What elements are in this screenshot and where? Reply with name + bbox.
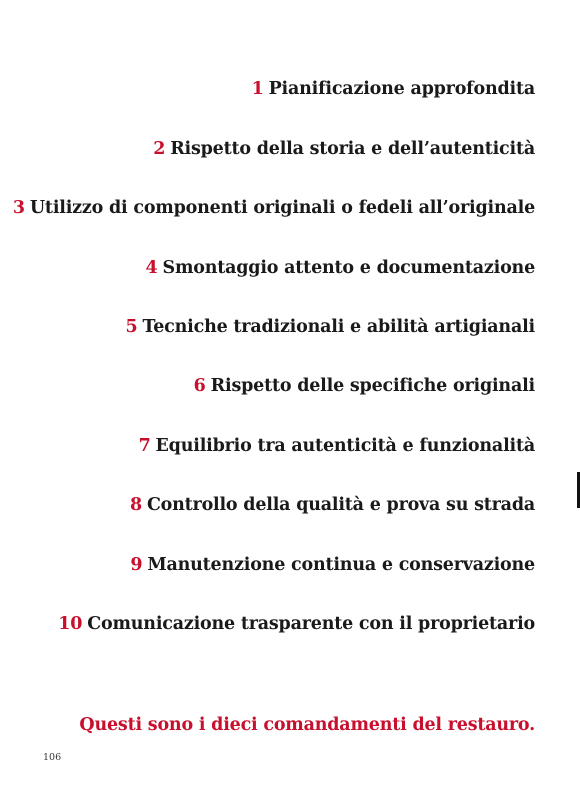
commandment-item (146, 257, 535, 279)
commandment-item (130, 554, 535, 576)
page-number: 106 (43, 752, 62, 763)
commandment-number: 5 (125, 317, 138, 337)
commandment-number: 10 (58, 614, 83, 634)
closing-statement: Questi sono i dieci comandamenti del restauro. (79, 715, 535, 735)
commandment-item (125, 316, 535, 338)
commandment-number: 2 (153, 139, 166, 159)
commandment-text: Comunicazione trasparente con il proprietario (87, 614, 535, 634)
commandment-text: Tecniche tradizionali e abilità artigianali (142, 317, 535, 337)
commandment-number: 3 (12, 198, 25, 218)
commandment-number: 8 (129, 495, 142, 515)
commandment-text: Controllo della qualità e prova su strada (146, 495, 535, 515)
commandment-text: Smontaggio attento e documentazione (162, 258, 535, 278)
commandment-number: 7 (138, 436, 151, 456)
commandment-item (153, 138, 535, 160)
commandment-text: Manutenzione continua e conservazione (147, 555, 535, 575)
commandment-item (139, 435, 535, 457)
commandment-number: 1 (251, 79, 264, 99)
commandment-item (13, 197, 535, 219)
commandment-item (58, 613, 535, 635)
commandment-item (130, 494, 535, 516)
commandment-text: Rispetto delle specifiche originali (210, 376, 535, 396)
commandment-text: Pianificazione approfondita (268, 79, 535, 99)
commandment-item (252, 78, 535, 100)
commandment-number: 9 (130, 555, 143, 575)
commandment-text: Rispetto della storia e dell’autenticità (170, 139, 535, 159)
commandment-text: Equilibrio tra autenticità e funzionalità (155, 436, 535, 456)
commandment-number: 4 (145, 258, 158, 278)
commandment-item (194, 375, 535, 397)
commandment-text: Utilizzo di componenti originali o fedeli all’originale (29, 198, 535, 218)
commandment-number: 6 (193, 376, 206, 396)
